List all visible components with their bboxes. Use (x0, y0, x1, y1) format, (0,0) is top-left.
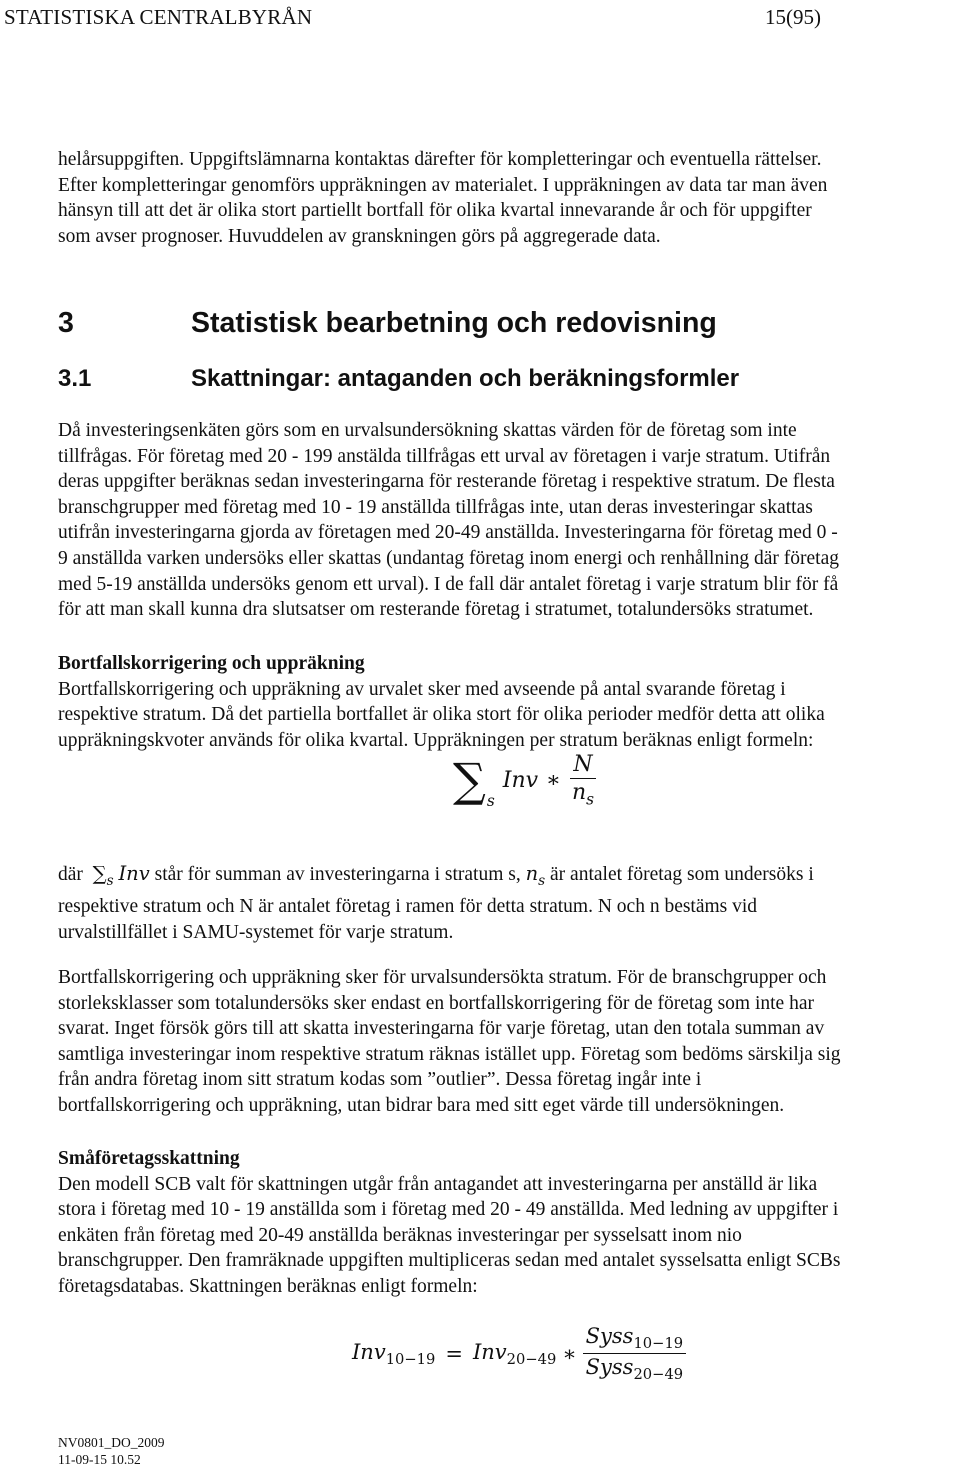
nonresponse-heading: Bortfallskorrigering och uppräkning (58, 653, 365, 674)
inline-sum-symbol: ∑ (92, 862, 107, 885)
explanation-first-line (58, 861, 958, 894)
text-line: företagsdatabas. Skattningen beräknas enligt formeln: (58, 1275, 478, 1297)
text-line: för att man skall kunna dra slutsatser om resterande företag i stratumet, totalundersöks stratumet. (58, 599, 814, 621)
correction-paragraph (58, 965, 958, 1119)
text-line: Efter kompletteringar genomförs uppräkningen av materialet. I uppräkningen av data tar man även (58, 174, 828, 196)
lhs-subscript: 10−19 (385, 1350, 436, 1368)
text-line: tillfrågas. För företag med 20 - 199 anstälda tillfrågas ett urval av företagen i varje stratum. Utifrån (58, 445, 831, 467)
text-line: med 5-19 anställda undersöks genom ett urval). I de fall där antalet företag i varje stratum blir för få (58, 573, 839, 595)
inline-n: n (525, 862, 539, 885)
fraction (583, 1324, 687, 1383)
inline-sum-subscript: s (106, 872, 114, 889)
text-segment: står för summan av investeringarna i stratum s, (154, 864, 521, 885)
text-line: enkäten från företag med 20-49 anställda beräknas investeringar per sysselsatt inom nio (58, 1224, 742, 1246)
text-line: samtliga investeringar inom respektive stratum räknas istället upp. Företag som bedöms särskilja sig (58, 1043, 841, 1065)
organization-name: STATISTISKA CENTRALBYRÅN (4, 5, 313, 29)
text-line: branschgrupper. Den framräknade uppgiften multipliceras sedan med antalet sysselsatta enligt SCBs (58, 1250, 841, 1272)
fraction (569, 752, 597, 808)
text-line: Bortfallskorrigering och uppräkning av urvalet sker med avseende på antal svarande företag i (58, 678, 786, 700)
text-line: från andra företag inom sitt stratum kodas som ”outlier”. Dessa företag ingår inte i (58, 1069, 702, 1091)
section-title: Statistisk bearbetning och redovisning (191, 307, 717, 339)
subsection-title: Skattningar: antaganden och beräkningsformler (191, 365, 740, 392)
inline-n-subscript: s (538, 872, 546, 889)
subsection-number: 3.1 (58, 365, 92, 392)
multiply-operator: ∗ (546, 767, 561, 793)
text-line: deras uppgifter beräknas sedan investeringarna för resterande företag i respektive stratum. De flesta (58, 471, 835, 493)
text-line: stora i företag med 10 - 19 anställda som i företag med 20 - 49 anställda. Med ledning av uppgifter i (58, 1199, 839, 1221)
text-line: Bortfallskorrigering och uppräkning sker för urvalsundersökta stratum. För de branschgrupper och (58, 967, 827, 988)
denominator-symbol: Syss (585, 1355, 634, 1380)
subsection-heading (58, 365, 739, 393)
page-number: 15(95) (765, 5, 821, 29)
text-line: respektive stratum. Då det partiella bortfallet är olika stort för olika perioder medför detta att olika (58, 704, 825, 726)
text-line: svarat. Inget försök görs till att skatta investeringarna för varje företag, utan den totala summan av (58, 1018, 825, 1040)
lhs-term (352, 1340, 435, 1368)
text-line: utifrån investeringarna gjorda av företagen med 20-49 anställda. Investeringarna för företag med 0 - (58, 522, 838, 544)
footer-doc-id: NV0801_DO_2009 (58, 1435, 165, 1450)
intro-paragraph (58, 147, 958, 249)
text-line: uppräkningskvoter används för olika kvartal. Uppräkningen per stratum beräknas enligt formeln: (58, 729, 814, 751)
text-line: bortfallskorrigering och uppräkning, utan bidrar bara med sitt eget värde till undersökningen. (58, 1094, 785, 1116)
formula-explanation (58, 861, 958, 946)
inv-term: Inv (502, 767, 539, 793)
text-line: storleksklasser som totalundersöks sker endast en bortfallskorrigering för de företag som inte har (58, 992, 814, 1014)
estimation-paragraph (58, 418, 958, 623)
small-business-heading: Småföretagsskattning (58, 1148, 240, 1169)
small-business-formula (352, 1324, 686, 1383)
section-number: 3 (58, 307, 74, 339)
text-line: branschgrupper med företag med 10 - 19 anställda tillfrågas inte, utan deras investeringar skattas (58, 496, 813, 518)
equals-sign: = (445, 1341, 463, 1366)
sum-symbol: ∑ (453, 753, 486, 808)
section-heading (58, 307, 717, 340)
fraction-denominator (583, 1354, 687, 1383)
small-business-section (58, 1146, 958, 1300)
nonresponse-section (58, 651, 958, 753)
fraction-denominator (569, 779, 597, 808)
rhs-subscript: 20−49 (506, 1350, 557, 1368)
inline-inv: Inv (118, 862, 150, 885)
text-line: hänsyn till att det är olika stort partiellt bortfall för olika kvartal innevarande år och för uppgifter (58, 200, 812, 222)
fraction-numerator: N (570, 752, 595, 779)
text-line: Då investeringsenkäten görs som en urvalsundersökning skattas värden för de företag som inte (58, 420, 797, 441)
text-line: respektive stratum och N är antalet företag i ramen för detta stratum. N och n bestäms vid (58, 896, 758, 918)
denominator-subscript: s (586, 790, 595, 809)
text-line: som avser prognoser. Huvuddelen av granskningen görs på aggregerade data. (58, 225, 661, 247)
text-line: urvalstillfället i SAMU-systemet för varje stratum. (58, 922, 454, 944)
numerator-subscript: 10−19 (633, 1335, 684, 1353)
dar-word: där (58, 864, 83, 885)
text-line: helårsuppgiften. Uppgiftslämnarna kontaktas därefter för kompletteringar och eventuella rättelser. (58, 149, 822, 170)
numerator-symbol: Syss (585, 1324, 634, 1348)
multiply-operator: ∗ (562, 1341, 577, 1366)
lhs-symbol: Inv (352, 1339, 386, 1364)
text-segment: är antalet företag som undersöks i (550, 864, 814, 885)
footer-date: 11-09-15 10.52 (58, 1452, 141, 1467)
weighting-formula (453, 752, 597, 811)
denominator-symbol: n (572, 780, 587, 805)
fraction-numerator (583, 1324, 687, 1354)
sum-subscript: s (486, 792, 495, 811)
text-line: 9 anställda varken undersöks eller skattas (undantag företag inom energi och renhållning där företag (58, 547, 839, 569)
text-line: Den modell SCB valt för skattningen utgår från antagandet att investeringarna per anställd är lika (58, 1173, 818, 1195)
denominator-subscript: 20−49 (633, 1366, 684, 1384)
rhs-symbol: Inv (472, 1339, 507, 1364)
rhs-term (473, 1340, 556, 1368)
